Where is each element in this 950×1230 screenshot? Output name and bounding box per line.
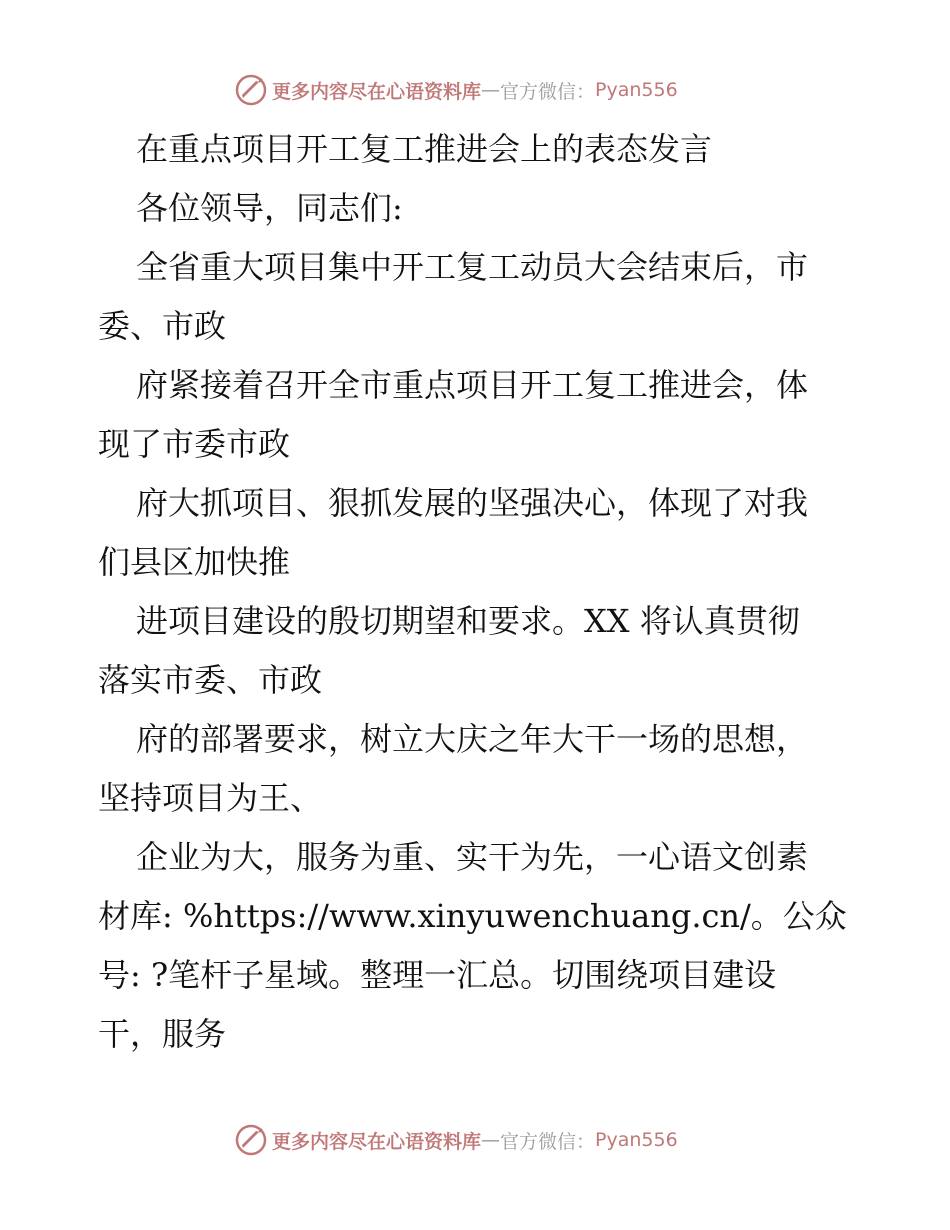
header-watermark — [234, 72, 678, 108]
paragraph-line: 们县区加快推 — [98, 543, 291, 581]
paragraph-line: 委、市政 — [98, 307, 227, 345]
watermark-main-text: 更多内容尽在心语资料库 — [272, 1130, 482, 1153]
quill-seal-icon — [234, 1123, 268, 1157]
paragraph-line: 现了市委市政 — [98, 425, 291, 463]
paragraph-line: 干，服务 — [98, 1015, 227, 1053]
paragraph-line: 号: ?笔杆子星域。整理一汇总。切围绕项目建设 — [98, 956, 777, 994]
salutation: 各位领导，同志们: — [136, 189, 403, 227]
paragraph-line: 府的部署要求，树立大庆之年大干一场的思想， — [136, 720, 809, 758]
paragraph-line: 企业为大，服务为重、实干为先，一心语文创素 — [136, 838, 809, 876]
watermark-dash: — — [481, 1129, 501, 1151]
paragraph-line: 坚持项目为王、 — [98, 779, 323, 817]
watermark-id: Pyan556 — [595, 1129, 678, 1151]
watermark-main-text: 更多内容尽在心语资料库 — [272, 80, 482, 103]
paragraph-line: 府大抓项目、狠抓发展的坚强决心，体现了对我 — [136, 484, 809, 522]
document-title: 在重点项目开工复工推进会上的表态发言 — [136, 130, 713, 168]
watermark-sub-text: 官方微信： — [500, 1130, 596, 1153]
footer-watermark — [234, 1122, 678, 1158]
watermark-id: Pyan556 — [595, 79, 678, 101]
watermark-dash: — — [481, 79, 501, 101]
paragraph-line: 全省重大项目集中开工复工动员大会结束后，市 — [136, 248, 809, 286]
paragraph-line: 材库: %https://www.xinyuwenchuang.cn/。公众 — [98, 897, 847, 935]
watermark-sub-text: 官方微信： — [500, 80, 596, 103]
document-body — [98, 120, 858, 1064]
paragraph-line: 落实市委、市政 — [98, 661, 323, 699]
paragraph-line: 进项目建设的殷切期望和要求。XX 将认真贯彻 — [136, 602, 800, 640]
quill-seal-icon — [234, 73, 268, 107]
paragraph-line: 府紧接着召开全市重点项目开工复工推进会，体 — [136, 366, 809, 404]
